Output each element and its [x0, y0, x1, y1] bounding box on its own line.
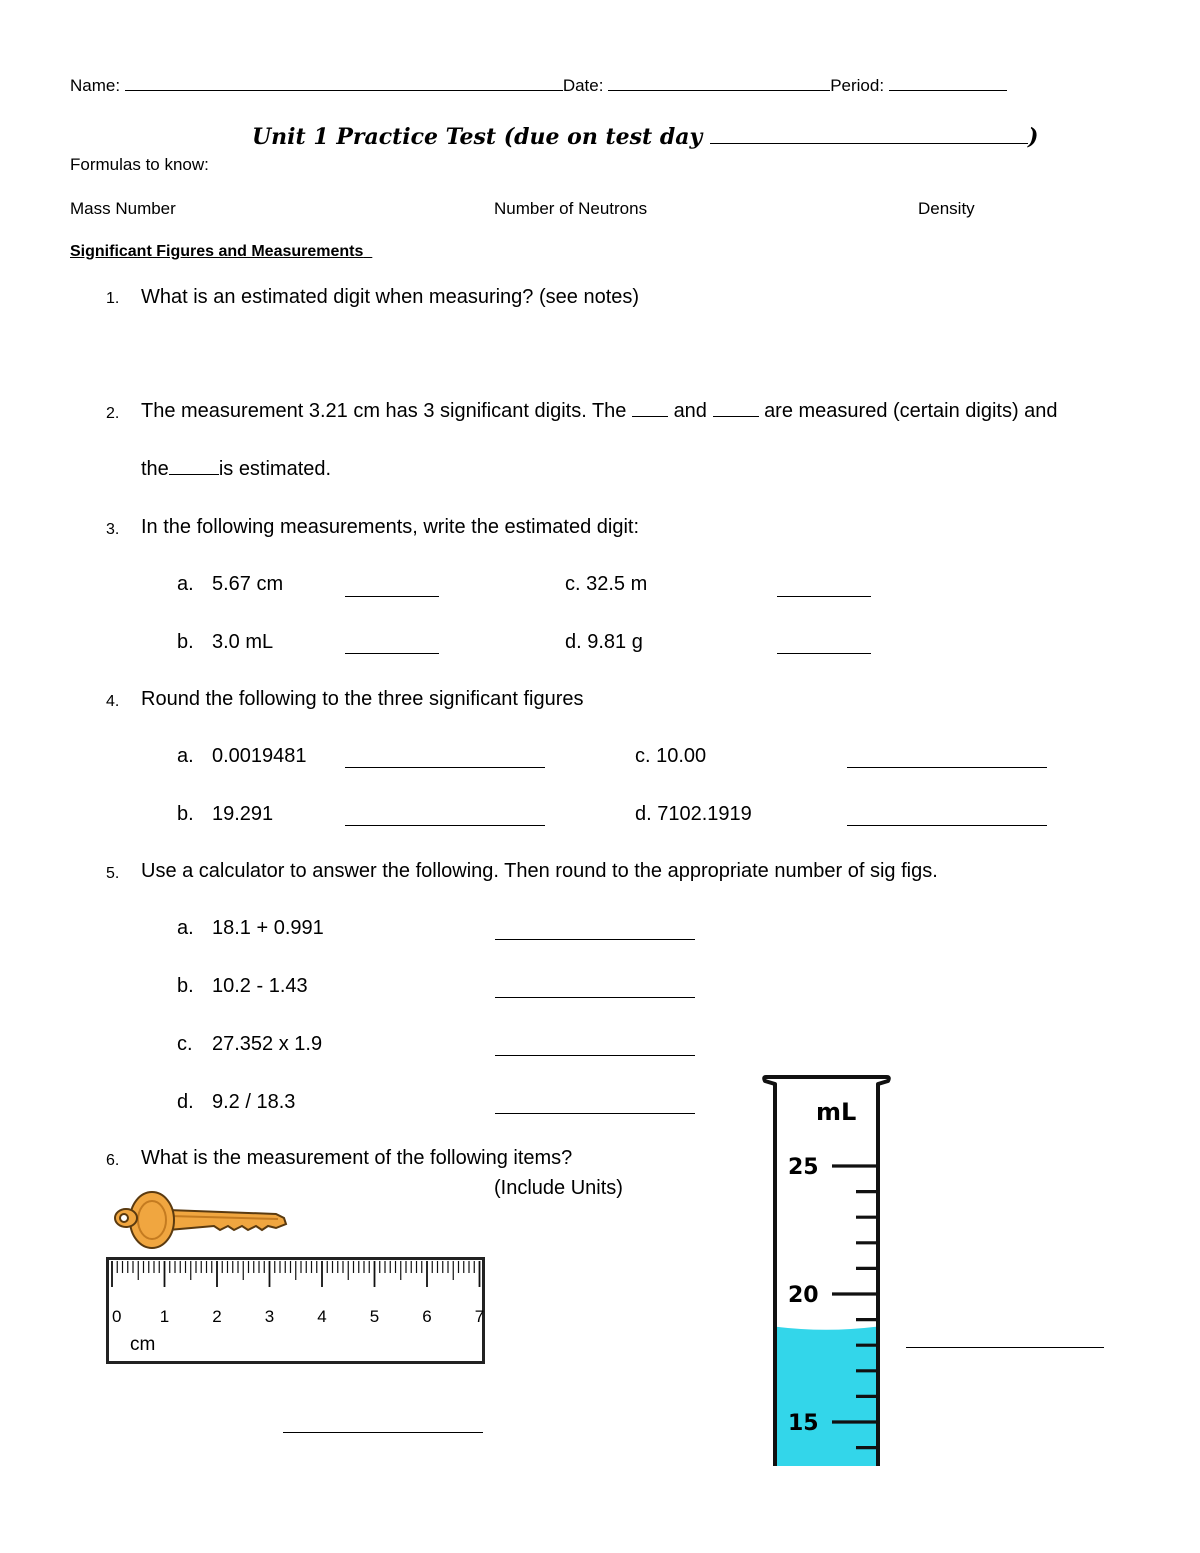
- q4d-answer-line[interactable]: [847, 825, 1047, 826]
- q3a-answer-line[interactable]: [345, 596, 439, 597]
- q6-number: 6.: [106, 1152, 120, 1169]
- formula-neutrons: Number of Neutrons: [494, 199, 648, 218]
- title-close-paren: ): [1027, 124, 1039, 150]
- q5d-answer-line[interactable]: [495, 1113, 695, 1114]
- q2-part5: is estimated.: [218, 458, 332, 480]
- page-title: [252, 124, 1038, 150]
- q5a-label: a.: [177, 917, 194, 939]
- q4c-answer-line[interactable]: [847, 767, 1047, 768]
- formula-mass-number: Mass Number: [70, 199, 176, 218]
- q5-number: 5.: [106, 865, 120, 882]
- ruler-tick-label: 2: [212, 1307, 222, 1326]
- formulas-heading: Formulas to know:: [70, 155, 209, 174]
- q2-part4: the: [141, 458, 169, 480]
- q2-line1: [141, 400, 1058, 423]
- cylinder-scale-label: 15: [788, 1411, 819, 1436]
- q5d-value: 9.2 / 18.3: [212, 1091, 296, 1113]
- q4b-value: 19.291: [212, 803, 274, 825]
- q5c-answer-line[interactable]: [495, 1055, 695, 1056]
- cylinder-unit-label: mL: [816, 1098, 857, 1126]
- q6-note: (Include Units): [494, 1177, 623, 1199]
- q2-part2: and: [673, 400, 707, 422]
- q4d-label: d. 7102.1919: [635, 803, 752, 825]
- q2-number: 2.: [106, 405, 120, 422]
- key-icon: [115, 1192, 286, 1248]
- q3b-value: 3.0 mL: [212, 631, 274, 653]
- q4-text: Round the following to the three significant figures: [141, 688, 584, 710]
- section-title-text: Significant Figures and Measurements: [70, 243, 364, 260]
- ruler: [106, 1257, 486, 1365]
- q1-number: 1.: [106, 290, 120, 307]
- q2-line2: [141, 458, 331, 481]
- ruler-unit-label: cm: [130, 1334, 156, 1355]
- q5a-value: 18.1 + 0.991: [212, 917, 324, 939]
- ruler-tick-label: 1: [159, 1307, 170, 1326]
- q3d-answer-line[interactable]: [777, 653, 871, 654]
- key-illustration: [108, 1188, 293, 1260]
- ruler-tick-label: 4: [317, 1307, 327, 1326]
- ruler-tick-label: 3: [264, 1307, 275, 1326]
- section-title: [70, 243, 372, 261]
- q5b-label: b.: [177, 975, 194, 997]
- title-text: Unit 1 Practice Test (due on test day: [252, 124, 703, 150]
- ruler-tick-label: 0: [112, 1307, 122, 1326]
- q4-number: 4.: [106, 693, 120, 710]
- test-day-field[interactable]: [710, 142, 1028, 144]
- period-field[interactable]: [889, 89, 1007, 91]
- q5-text: Use a calculator to answer the following. Then round to the appropriate number of sig figs.: [141, 860, 938, 882]
- ruler-tick-label: 7: [474, 1307, 485, 1326]
- ruler-answer-line[interactable]: [283, 1432, 483, 1433]
- graduated-cylinder: [760, 1070, 895, 1466]
- period-label: Period:: [830, 76, 885, 95]
- q3-text: In the following measurements, write the estimated digit:: [141, 516, 640, 538]
- q4a-label: a.: [177, 745, 194, 767]
- ruler-tick-label: 6: [422, 1307, 432, 1326]
- name-row: [70, 76, 1007, 96]
- q3b-answer-line[interactable]: [345, 653, 439, 654]
- cylinder-answer-line[interactable]: [906, 1347, 1104, 1348]
- cylinder-scale-label: 20: [788, 1283, 819, 1308]
- q2-part3: are measured (certain digits) and: [764, 400, 1058, 422]
- q4a-answer-line[interactable]: [345, 767, 545, 768]
- q3c-answer-line[interactable]: [777, 596, 871, 597]
- q2-blank-3[interactable]: [169, 473, 219, 475]
- q5c-value: 27.352 x 1.9: [212, 1033, 323, 1055]
- name-field[interactable]: [125, 89, 563, 91]
- q6-text: What is the measurement of the following items?: [141, 1147, 573, 1169]
- cylinder-scale-label: 25: [788, 1155, 819, 1180]
- q4c-label: c. 10.00: [635, 745, 707, 767]
- q4b-label: b.: [177, 803, 194, 825]
- q2-blank-2[interactable]: [713, 415, 759, 417]
- date-label: Date:: [562, 76, 604, 95]
- q3-number: 3.: [106, 521, 120, 538]
- q3c-label: c. 32.5 m: [565, 573, 648, 595]
- formula-density: Density: [918, 199, 975, 218]
- q4a-value: 0.0019481: [212, 745, 307, 767]
- q2-part1: The measurement 3.21 cm has 3 significant digits. The: [141, 400, 627, 422]
- q5a-answer-line[interactable]: [495, 939, 695, 940]
- q3a-label: a.: [177, 573, 194, 595]
- date-field[interactable]: [608, 89, 830, 91]
- q5c-label: c.: [177, 1033, 193, 1055]
- name-label: Name:: [70, 76, 121, 95]
- q4b-answer-line[interactable]: [345, 825, 545, 826]
- q2-blank-1[interactable]: [632, 415, 668, 417]
- q3a-value: 5.67 cm: [212, 573, 284, 595]
- q5b-value: 10.2 - 1.43: [212, 975, 308, 997]
- q1-text: What is an estimated digit when measuring? (see notes): [141, 286, 640, 308]
- q5d-label: d.: [177, 1091, 194, 1113]
- q5b-answer-line[interactable]: [495, 997, 695, 998]
- q3b-label: b.: [177, 631, 194, 653]
- ruler-tick-label: 5: [369, 1307, 380, 1326]
- q3d-label: d. 9.81 g: [565, 631, 643, 653]
